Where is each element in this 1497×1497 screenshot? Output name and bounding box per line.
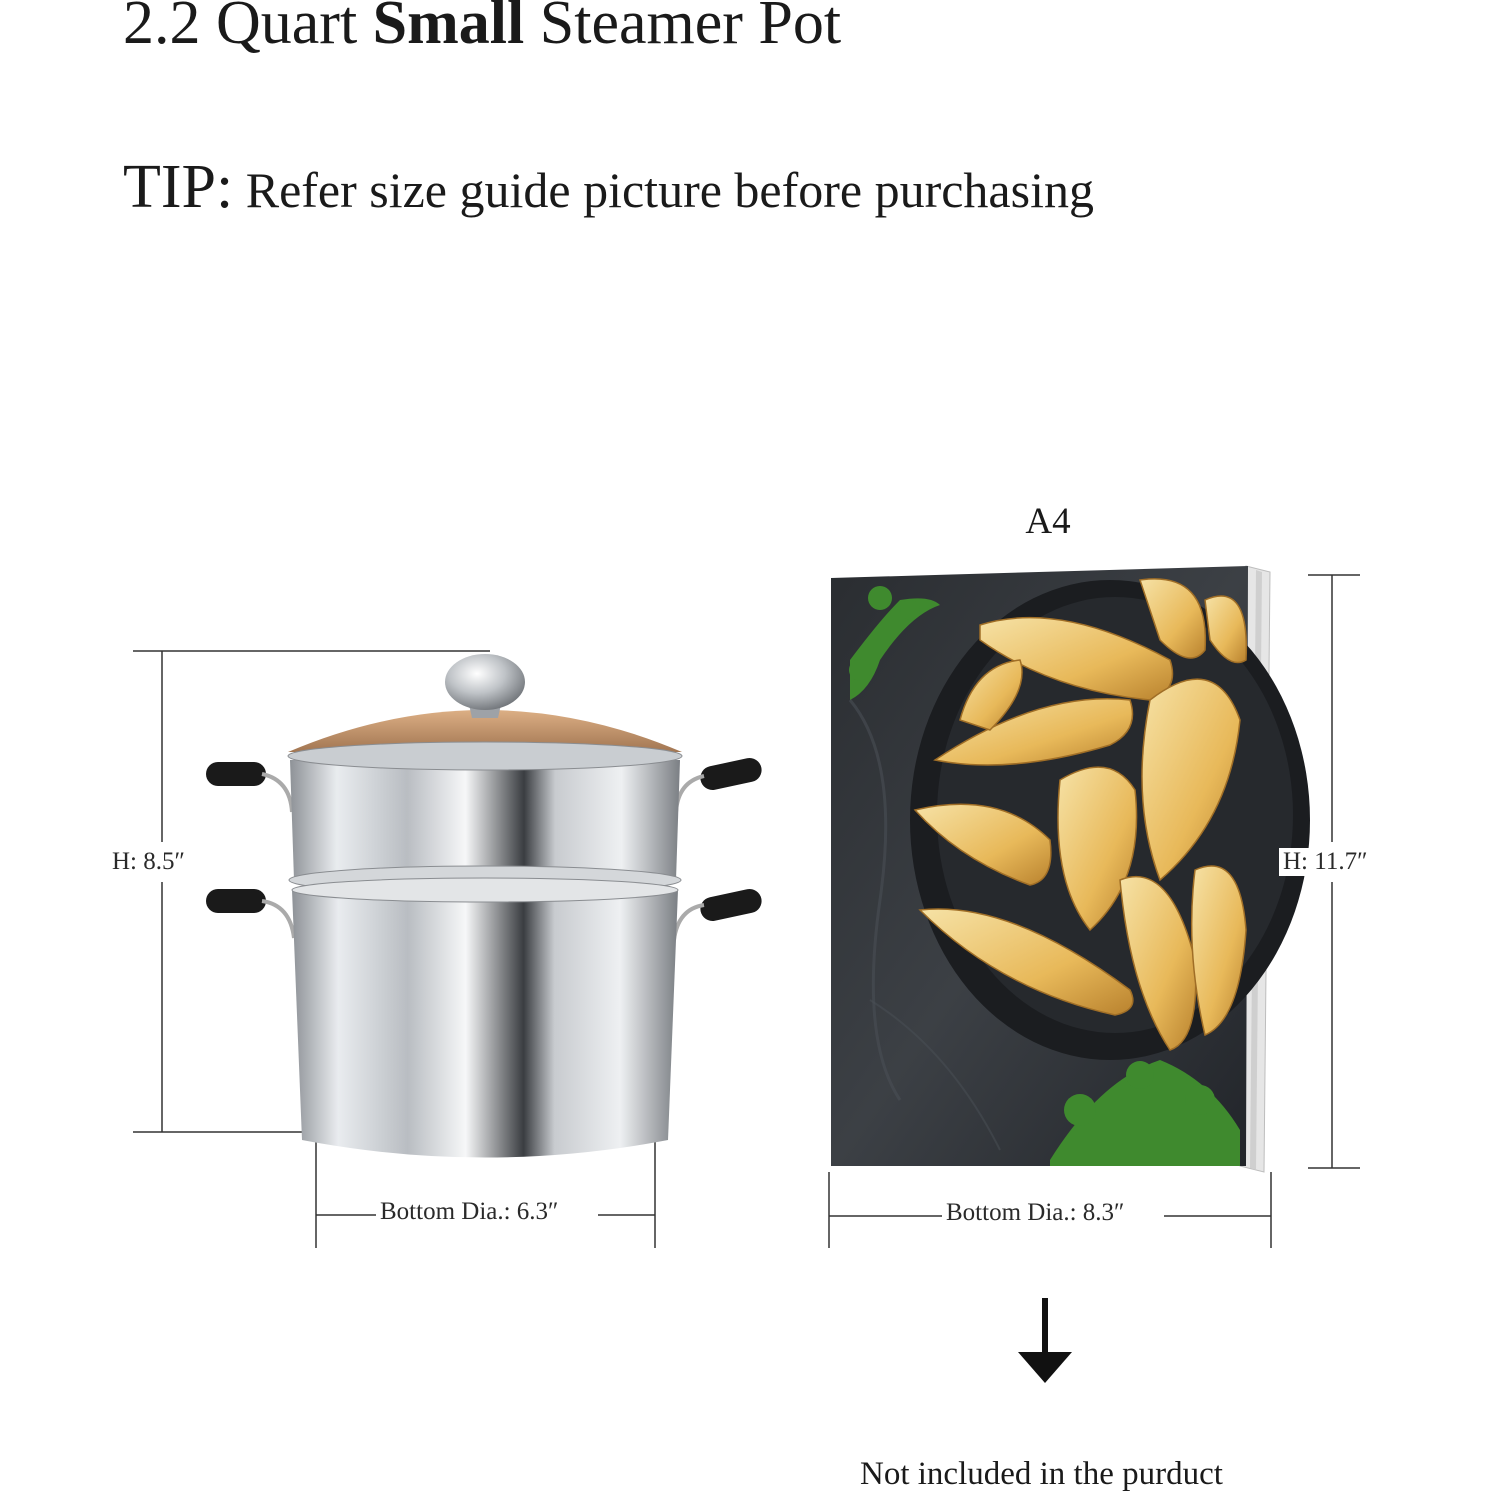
title-prefix: 2.2 Quart (123, 0, 373, 57)
tip-label: TIP: (123, 153, 234, 221)
not-included-note: Not included in the purduct (860, 1456, 1223, 1492)
a4-height-label: H: 11.7″ (1279, 848, 1372, 876)
title-bold: Small (372, 0, 525, 57)
tip-text: Refer size guide picture before purchasing (233, 162, 1094, 218)
a4-label: A4 (1025, 501, 1071, 542)
down-arrow-icon (1018, 1298, 1072, 1383)
pot-bottom-label: Bottom Dia.: 6.3″ (376, 1198, 562, 1226)
handle-icon (206, 762, 266, 786)
pot-height-label: H: 8.5″ (108, 848, 189, 876)
a4-magazine-image (831, 566, 1310, 1172)
a4-bottom-label: Bottom Dia.: 8.3″ (942, 1199, 1128, 1227)
title-suffix: Steamer Pot (524, 0, 842, 57)
steamer-pot-image (206, 654, 764, 1158)
